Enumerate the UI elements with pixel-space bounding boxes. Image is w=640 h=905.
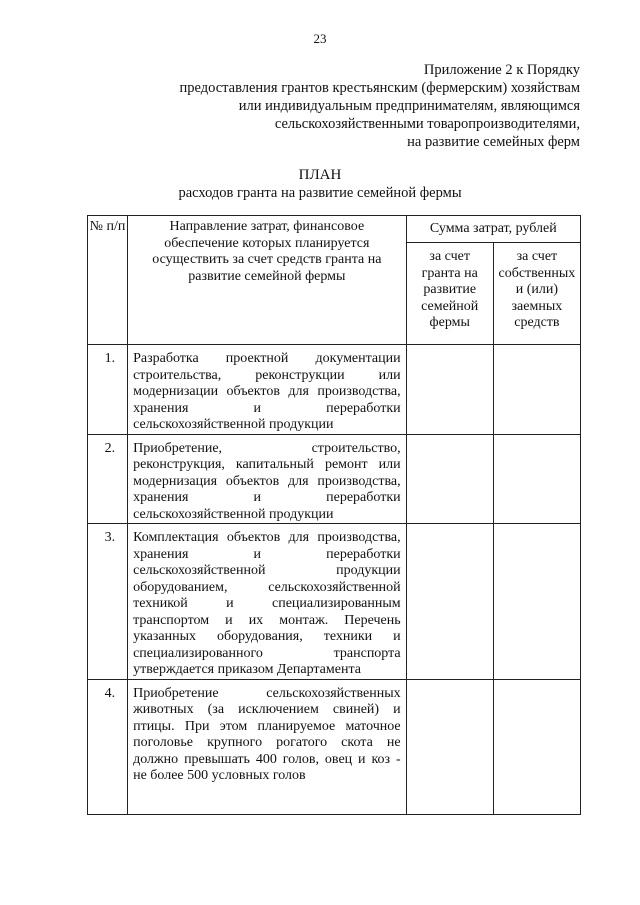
header-grant-funds: за счет гранта на развитие семейной фермы (406, 243, 493, 345)
plan-subtitle: расходов гранта на развитие семейной фермы (178, 185, 462, 201)
table-row (88, 524, 581, 680)
header-direction: Направление затрат, финансовое обеспечение которых планируется осуществить за счет средств гранта на развитие семейной фермы (128, 216, 407, 345)
row-number: 3. (88, 524, 128, 680)
row-direction: Разработка проектной документации строительства, реконструкции или модернизации объектов для производства, хранения и переработки сельскохозяйственной продукции (128, 345, 407, 435)
header-own-funds: за счет собственных и (или) заемных средств (493, 243, 580, 345)
table-row (88, 345, 581, 435)
page-number: 23 (313, 31, 327, 46)
row-own-amount[interactable] (493, 679, 580, 814)
row-number: 2. (88, 434, 128, 524)
row-own-amount[interactable] (493, 434, 580, 524)
row-direction: Приобретение, строительство, реконструкция, капитальный ремонт или модернизация объектов для производства, хранения и переработки сельскохозяйственной продукции (128, 434, 407, 524)
header-number: № п/п (88, 216, 128, 345)
row-number: 4. (88, 679, 128, 814)
row-grant-amount[interactable] (406, 524, 493, 680)
appendix-header (179, 61, 580, 151)
row-own-amount[interactable] (493, 345, 580, 435)
expense-plan-table (87, 215, 581, 815)
appendix-line: сельскохозяйственными товаропроизводителями, (274, 116, 580, 132)
plan-title: ПЛАН (298, 167, 342, 183)
appendix-line: или индивидуальным предпринимателям, являющимся (238, 98, 580, 114)
row-grant-amount[interactable] (406, 679, 493, 814)
row-direction: Комплектация объектов для производства, хранения и переработки сельскохозяйственной продукции оборудованием, сельскохозяйственной техникой и специализированным транспортом и их монтаж. Перечень указанных оборудования, техники и специализированного транспорта утверждается приказом Департамента (128, 524, 407, 680)
appendix-line: на развитие семейных ферм (407, 134, 580, 150)
row-direction: Приобретение сельскохозяйственных животных (за исключением свиней) и птицы. При этом планируемое маточное поголовье крупного рогатого скота не должно превышать 400 голов, овец и коз - не более 500 условных голов (128, 679, 407, 814)
table-row (88, 434, 581, 524)
appendix-line: Приложение 2 к Порядку (423, 62, 580, 78)
row-grant-amount[interactable] (406, 434, 493, 524)
table-row (88, 679, 581, 814)
row-number: 1. (88, 345, 128, 435)
header-sum: Сумма затрат, рублей (406, 216, 580, 243)
table-header-row (88, 216, 581, 243)
row-own-amount[interactable] (493, 524, 580, 680)
appendix-line: предоставления грантов крестьянским (фермерским) хозяйствам (179, 80, 580, 96)
row-grant-amount[interactable] (406, 345, 493, 435)
